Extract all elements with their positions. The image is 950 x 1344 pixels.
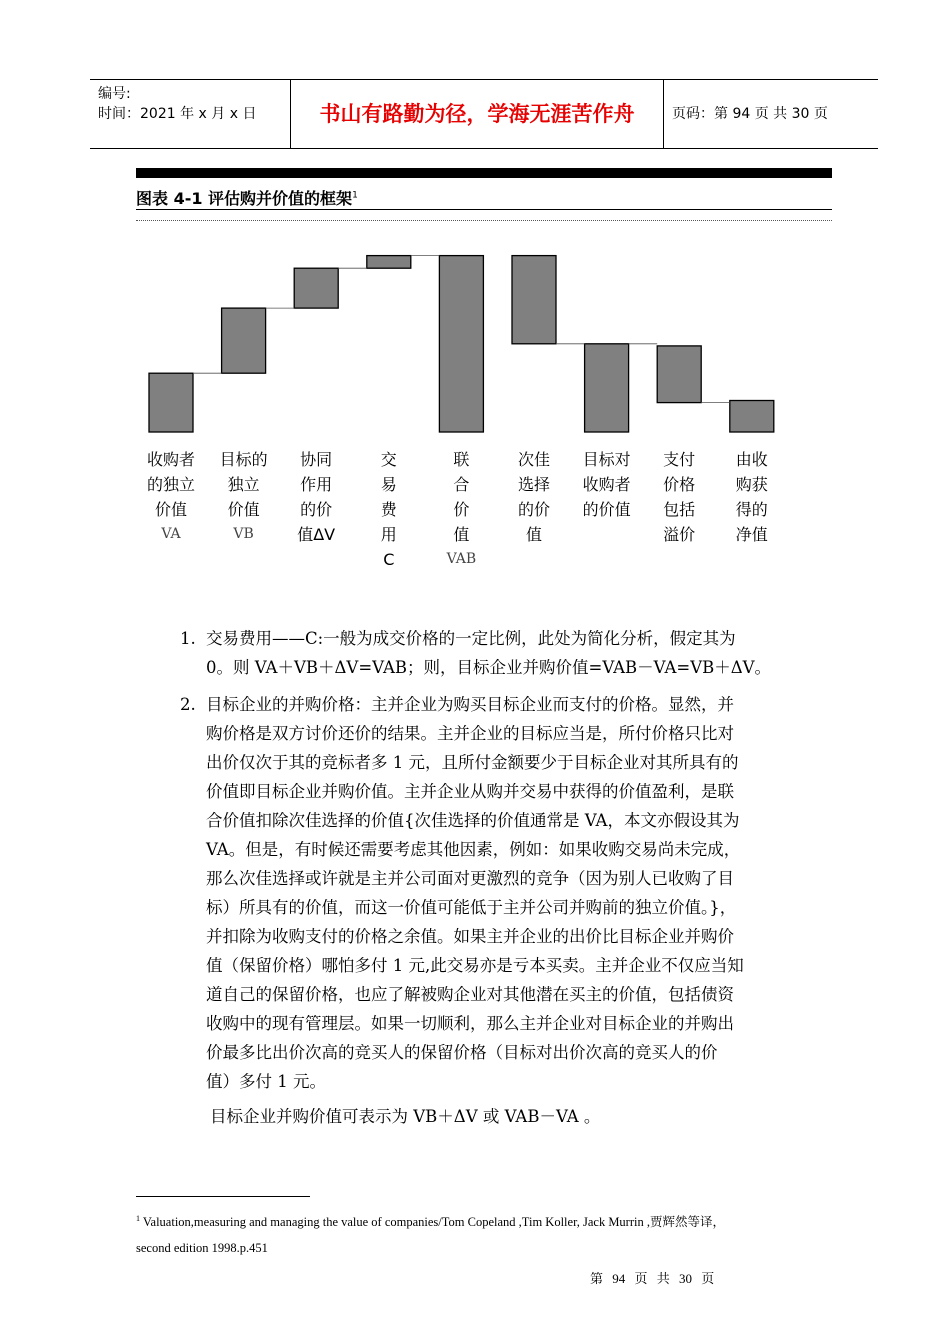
category-label: [212, 447, 276, 547]
category-label-line: 购获: [735, 475, 768, 494]
header-time: 时间：2021 年 x 月 x 日: [98, 106, 257, 122]
closing-paragraph: 目标企业并购价值可表示为 VB＋ΔV 或 VAB－VA 。: [210, 1107, 601, 1126]
figure-title-text: 图表 4-1 评估购并价值的框架: [136, 189, 353, 208]
page-footer: 第 94 页 共 30 页: [590, 1271, 715, 1286]
paragraph-line: 道自己的保留价格，也应了解被购企业对其他潜在买主的价值，包括债资: [206, 985, 734, 1004]
category-label: [429, 447, 493, 572]
category-label-line: 作用: [300, 475, 333, 494]
category-label: [502, 447, 566, 547]
category-label-line: 净值: [735, 525, 768, 544]
paragraph-line: 并扣除为收购支付的价格之余值。如果主并企业的出价比目标企业并购价: [206, 927, 734, 946]
paragraph-line: 值（保留价格）哪怕多付 1 元,此交易亦是亏本买卖。主并企业不仅应当知: [206, 956, 744, 975]
figure-title: [136, 186, 358, 209]
category-label-line: 选择: [517, 475, 550, 494]
category-label-line: 的价: [300, 500, 333, 519]
category-label-line: 独立: [227, 475, 260, 494]
footnote-line: second edition 1998.p.451: [136, 1241, 268, 1256]
category-label-line: 目标对: [582, 450, 631, 469]
category-label-line: 收购者: [146, 450, 195, 469]
waterfall-bar: [367, 256, 411, 269]
footnote: [136, 1206, 836, 1261]
header-page-number: 页码：第 94 页 共 30 页: [672, 106, 828, 122]
section-bar: [136, 168, 832, 178]
category-label-line: 次佳: [517, 450, 550, 469]
category-label-line: C: [383, 550, 395, 569]
waterfall-bar: [149, 373, 193, 432]
category-label-line: 价值: [227, 500, 260, 519]
figure-rule: [136, 209, 832, 210]
category-label-line: 协同: [300, 450, 333, 469]
footnote-ref: 1: [352, 190, 358, 201]
category-label-line: 的价值: [582, 500, 631, 519]
waterfall-bar: [512, 256, 556, 344]
list-number: 1.: [180, 629, 196, 648]
paragraph-line: VA。但是，有时候还需要考虑其他因素，例如：如果收购交易尚未完成，: [206, 840, 741, 859]
paragraph-line: 目标企业的并购价格：主并企业为购买目标企业而支付的价格。显然，并: [206, 695, 734, 714]
list-item-1: [206, 624, 832, 682]
category-label-line: 支付: [663, 450, 696, 469]
category-label-line: 值: [525, 525, 542, 544]
paragraph-line: 收购中的现有管理层。如果一切顺利，那么主并企业对目标企业的并购出: [206, 1014, 734, 1033]
waterfall-bar: [585, 344, 629, 432]
waterfall-bar: [657, 346, 701, 403]
list-item-2: [206, 690, 832, 1096]
waterfall-bar: [730, 401, 774, 433]
category-label-line: 价值: [154, 500, 187, 519]
category-code: VAB: [446, 551, 477, 567]
category-label-line: 得的: [735, 500, 768, 519]
waterfall-bar: [439, 256, 483, 432]
category-label-line: 值: [453, 525, 470, 544]
category-label-line: 的独立: [146, 475, 195, 494]
category-label-line: 包括: [663, 500, 696, 519]
paragraph-line: 值）多付 1 元。: [206, 1072, 326, 1091]
paragraph-line: 0。则 VA＋VB＋ΔV=VAB；则，目标企业并购价值=VAB－VA=VB＋ΔV。: [206, 658, 772, 677]
list-number: 2.: [180, 695, 196, 714]
category-code: VA: [161, 526, 181, 542]
paragraph-line: 那么次佳选择或许就是主并公司面对更激烈的竞争（因为别人已收购了目: [206, 869, 734, 888]
header-divider: [663, 80, 664, 148]
category-label: [720, 447, 784, 547]
paragraph-line: 出价仅次于其的竞标者多 1 元，且所付金额要少于目标企业对其所具有的: [206, 753, 739, 772]
figure-rule-dotted: [136, 220, 832, 221]
category-label-line: 用: [380, 525, 397, 544]
paragraph-line: 交易费用——C:一般为成交价格的一定比例，此处为简化分析，假定其为: [206, 629, 736, 648]
footnote-rule: [136, 1196, 310, 1197]
category-label: [575, 447, 639, 522]
category-label-line: 溢价: [663, 525, 696, 544]
page-header: [90, 79, 878, 149]
footnote-mark: 1: [136, 1214, 140, 1223]
category-label-line: 值ΔV: [297, 525, 336, 544]
category-label-line: 合: [453, 475, 470, 494]
category-label: [357, 447, 421, 572]
paragraph-line: 合价值扣除次佳选择的价值{次佳选择的价值通常是 VA，本文亦假设其为: [206, 811, 740, 830]
paragraph-line: 标）所具有的价值，而这一价值可能低于主并公司并购前的独立价值。}，: [206, 898, 737, 917]
category-label-line: 易: [380, 475, 397, 494]
category-label: [139, 447, 203, 547]
header-motto: 书山有路勤为径，学海无涯苦作舟: [319, 102, 635, 126]
category-label: [647, 447, 711, 547]
category-code: VB: [233, 526, 254, 542]
category-label-line: 由收: [735, 450, 768, 469]
header-number: 编号:: [98, 86, 131, 102]
category-label-line: 的价: [517, 500, 550, 519]
header-divider: [290, 80, 291, 148]
category-label-line: 价格: [663, 475, 696, 494]
category-label-line: 交: [380, 450, 397, 469]
header-meta: [98, 84, 256, 124]
paragraph-line: 购价格是双方讨价还价的结果。主并企业的目标应当是，所付价格只比对: [206, 724, 734, 743]
category-label-line: 费: [380, 500, 397, 519]
waterfall-chart: [136, 222, 796, 434]
footnote-line: Valuation,measuring and managing the value of companies/Tom Copeland ,Tim Koller, Jack Murrin ,贾辉然等译，: [140, 1215, 725, 1230]
waterfall-bar: [294, 268, 338, 308]
paragraph-line: 价值即目标企业并购价值。主并企业从购并交易中获得的价值盈利，是联: [206, 782, 734, 801]
category-label-line: 联: [453, 450, 470, 469]
category-label-line: 收购者: [582, 475, 631, 494]
waterfall-bar: [222, 308, 266, 373]
category-label-line: 目标的: [219, 450, 268, 469]
category-label-line: 价: [453, 500, 470, 519]
category-label: [284, 447, 348, 547]
paragraph-line: 价最多比出价次高的竞买人的保留价格（目标对出价次高的竞买人的价: [206, 1043, 718, 1062]
